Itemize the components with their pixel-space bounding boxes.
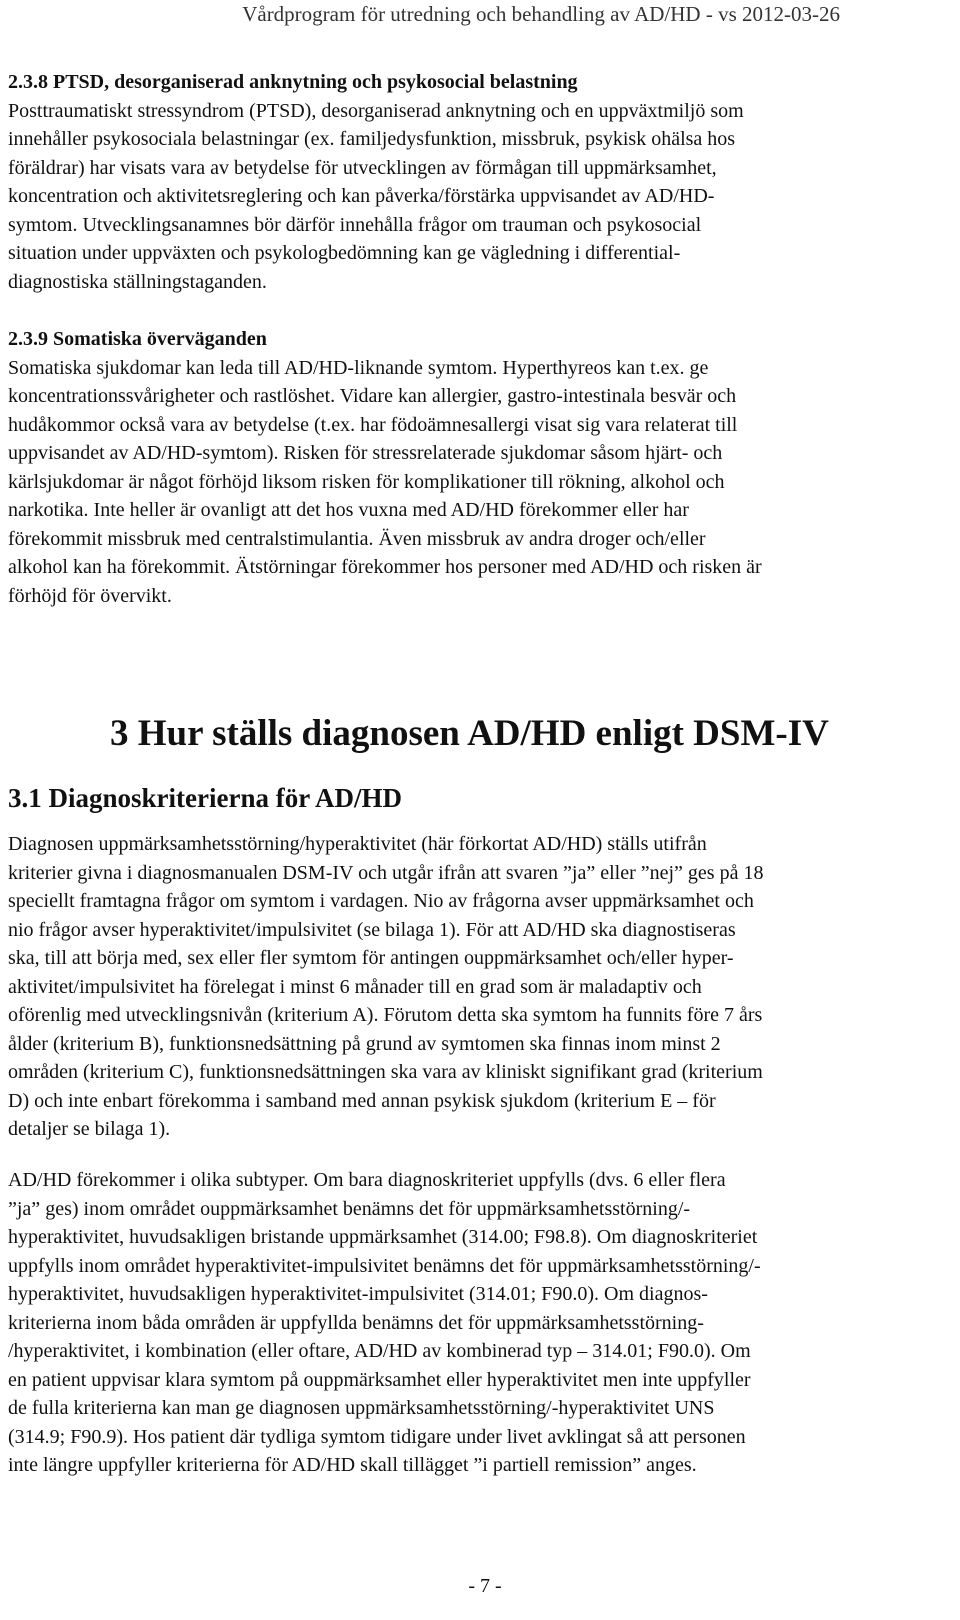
body-line: de fulla kriterierna kan man ge diagnosen uppmärksamhetsstörning/-hyperaktivitet UNS [8, 1397, 715, 1419]
body-line: Posttraumatiskt stressyndrom (PTSD), desorganiserad anknytning och en uppväxtmiljö som [8, 99, 744, 122]
body-line: koncentration och aktivitetsreglering och kan påverka/förstärka uppvisandet av AD/HD- [8, 185, 715, 207]
body-line: Somatiska sjukdomar kan leda till AD/HD-liknande symtom. Hyperthyreos kan t.ex. ge [8, 356, 709, 379]
body-line: aktivitet/impulsivitet ha förelegat i minst 6 månader till en grad som är maladaptiv och [8, 975, 702, 998]
body-line: hyperaktivitet, huvudsakligen bristande uppmärksamhet (314.00; F98.8). Om diagnoskriteriet [8, 1226, 758, 1248]
body-line: inte längre uppfyller kriterierna för AD/HD skall tillägget ”i partiell remission” anges. [8, 1454, 697, 1476]
body-line: AD/HD förekommer i olika subtyper. Om bara diagnoskriteriet uppfylls (dvs. 6 eller flera [8, 1169, 726, 1191]
body-line: koncentrationssvårigheter och rastlöshet. Vidare kan allergier, gastro-intestinala besvär och [8, 385, 737, 407]
body-line: (314.9; F90.9). Hos patient där tydliga symtom tidigare under livet avklingat så att personen [8, 1425, 746, 1448]
body-line: situation under uppväxten och psykologbedömning kan ge vägledning i differential- [8, 242, 681, 264]
section-heading: 2.3.9 Somatiska överväganden [8, 328, 267, 350]
section-3-1-paragraph-1 [8, 830, 944, 1144]
body-line: uppfylls inom området hyperaktivitet-impulsivitet benämns det för uppmärksamhetsstörning/- [8, 1254, 761, 1277]
body-line: narkotika. Inte heller är ovanligt att det hos vuxna med AD/HD förekommer eller har [8, 499, 689, 521]
section-heading: 2.3.8 PTSD, desorganiserad anknytning och psykosocial belastning [8, 71, 578, 93]
body-line: Diagnosen uppmärksamhetsstörning/hyperaktivitet (här förkortat AD/HD) ställs utifrån [8, 833, 707, 855]
body-line: ska, till att börja med, sex eller fler symtom för antingen ouppmärksamhet och/eller hyper- [8, 947, 734, 969]
body-line: förhöjd för övervikt. [8, 584, 172, 607]
body-line: speciellt framtagna frågor om symtom i vardagen. Nio av frågorna avser uppmärksamhet och [8, 890, 754, 912]
body-line: nio frågor avser hyperaktivitet/impulsivitet (se bilaga 1). För att AD/HD ska diagnostiseras [8, 918, 736, 941]
body-line: en patient uppvisar klara symtom på ouppmärksamhet eller hyperaktivitet men inte uppfyller [8, 1368, 751, 1391]
body-line: /hyperaktivitet, i kombination (eller oftare, AD/HD av kombinerad typ – 314.01; F90.0). Om [8, 1340, 751, 1362]
section-title: 3.1 Diagnoskriterierna för AD/HD [8, 783, 402, 813]
section-2-3-9 [8, 325, 944, 610]
page-number: - 7 - [468, 1575, 502, 1597]
chapter-title: 3 Hur ställs diagnosen AD/HD enligt DSM-IV [110, 713, 829, 754]
body-line: innehåller psykosociala belastningar (ex. familjedysfunktion, missbruk, psykisk ohälsa hos [8, 128, 736, 150]
body-line: områden (kriterium C), funktionsnedsättningen ska vara av kliniskt signifikant grad (kriterium [8, 1061, 763, 1083]
body-line: symtom. Utvecklingsanamnes bör därför innehålla frågor om trauman och psykosocial [8, 213, 702, 236]
running-header: Vårdprogram för utredning och behandling av AD/HD - vs 2012-03-26 [242, 2, 840, 26]
body-line: oförenlig med utvecklingsnivån (kriterium A). Förutom detta ska symtom ha funnits före 7 års [8, 1004, 763, 1026]
section-3-1-paragraph-2 [8, 1166, 944, 1480]
body-line: hyperaktivitet, huvudsakligen hyperaktivitet-impulsivitet (314.01; F90.0). Om diagnos- [8, 1283, 708, 1305]
body-line: kärlsjukdomar är något förhöjd liksom risken för komplikationer till rökning, alkohol och [8, 470, 725, 493]
body-line: kriterierna inom båda områden är uppfyllda benämns det för uppmärksamhetsstörning- [8, 1311, 704, 1334]
body-line: uppvisandet av AD/HD-symtom). Risken för stressrelaterade sjukdomar såsom hjärt- och [8, 442, 723, 464]
body-line: detaljer se bilaga 1). [8, 1118, 171, 1140]
body-line: föräldrar) har visats vara av betydelse för utvecklingen av förmågan till uppmärksamhet, [8, 156, 717, 179]
body-line: alkohol kan ha förekommit. Ätstörningar förekommer hos personer med AD/HD och risken är [8, 556, 762, 578]
body-line: ålder (kriterium B), funktionsnedsättning på grund av symtomen ska finnas inom minst 2 [8, 1032, 721, 1055]
body-line: hudåkommor också vara av betydelse (t.ex. har födoämnesallergi visat sig vara relaterat till [8, 413, 738, 436]
body-line: ”ja” ges) inom området ouppmärksamhet benämns det för uppmärksamhetsstörning/- [8, 1197, 691, 1220]
body-line: D) och inte enbart förekomma i samband med annan psykisk sjukdom (kriterium E – för [8, 1089, 716, 1112]
section-2-3-8 [8, 68, 944, 296]
body-line: kriterier givna i diagnosmanualen DSM-IV och utgår ifrån att svaren ”ja” eller ”nej” ges på 18 [8, 861, 764, 884]
body-line: förekommit missbruk med centralstimulantia. Även missbruk av andra droger och/eller [8, 527, 706, 550]
body-line: diagnostiska ställningstaganden. [8, 270, 267, 293]
